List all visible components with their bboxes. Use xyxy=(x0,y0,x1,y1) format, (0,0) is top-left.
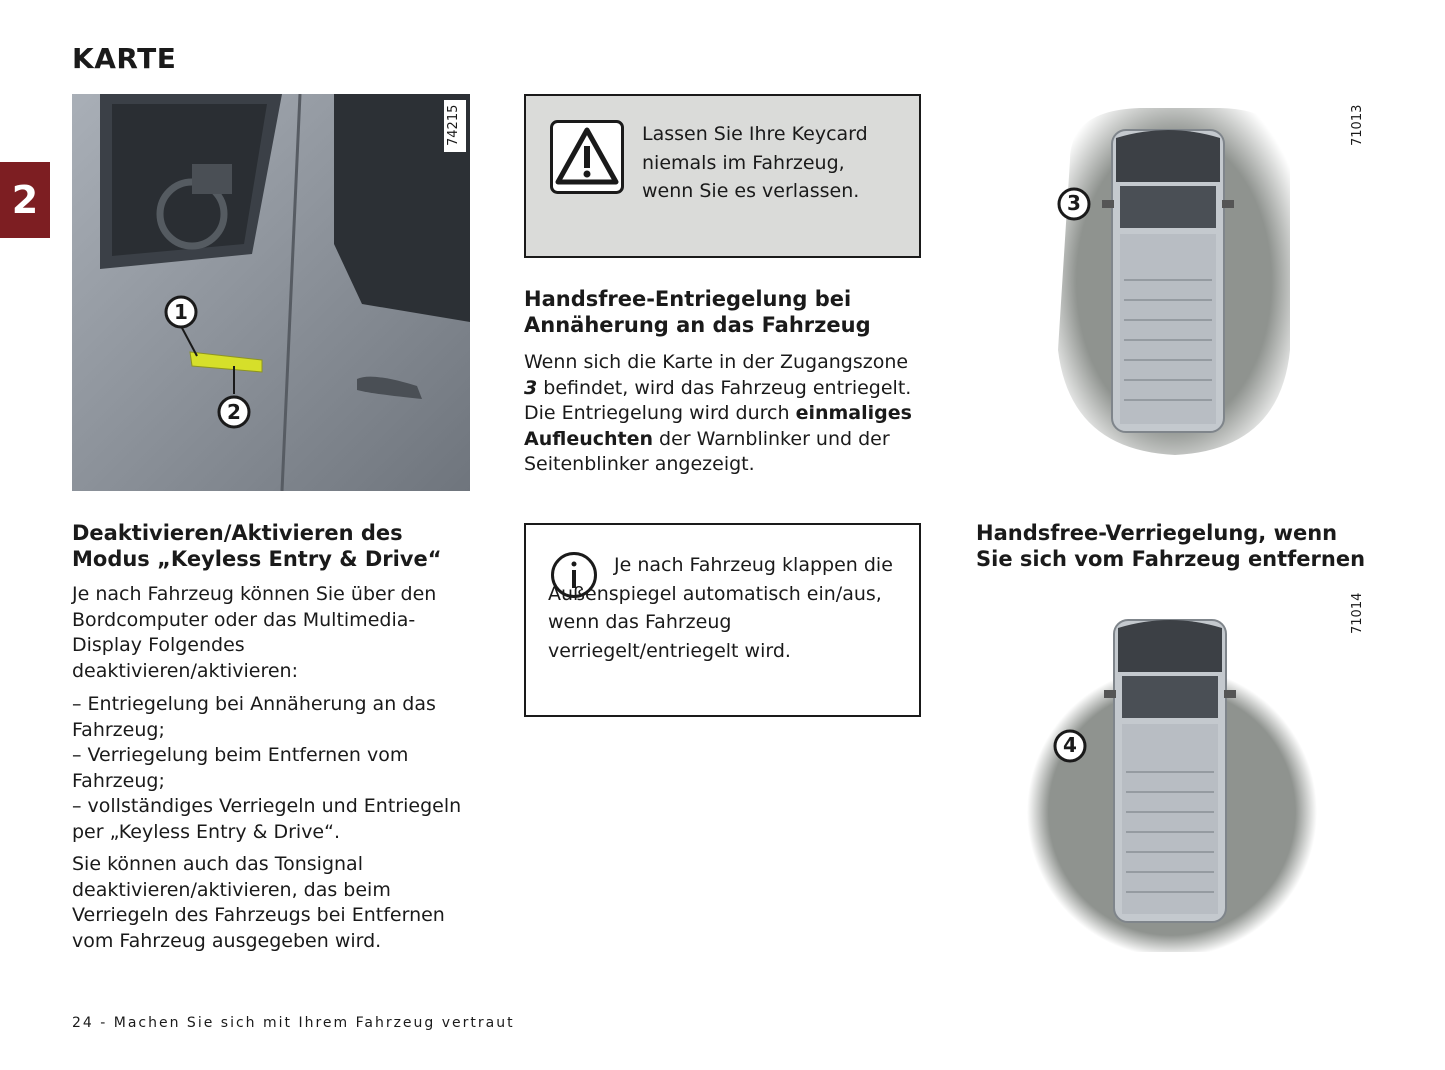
callout-1: 1 xyxy=(174,300,188,324)
callout-3: 3 xyxy=(1067,191,1081,215)
unlock-emphasis: einmaliges Aufleuchten xyxy=(524,402,912,450)
unlock-text: Wenn sich die Karte in der Zugangszone 3 befindet, wird das Fahrzeug entriegelt. Die Entriegelung wird durch einmaliges Aufleuchten der Warnblinker und der Seitenblinker angezeigt. xyxy=(524,351,912,475)
info-box xyxy=(524,523,921,717)
figure-ref-door: 74215 xyxy=(446,104,461,146)
page-title: KARTE xyxy=(72,42,177,75)
door-illustration xyxy=(72,94,470,491)
figure-ref-unlock: 71013 xyxy=(1350,104,1365,146)
chapter-tab: 2 xyxy=(0,162,50,238)
list-item: – vollständiges Verriegeln und Entriegeln per „Keyless Entry & Drive“. xyxy=(72,795,462,843)
page-footer: 24 - Machen Sie sich mit Ihrem Fahrzeug vertraut xyxy=(72,1015,515,1031)
top-view-unlock-illustration xyxy=(1050,100,1300,460)
list-item: – Verriegelung beim Entfernen vom Fahrzeug; xyxy=(72,744,409,792)
warning-triangle-icon xyxy=(550,120,624,198)
list-item: – Entriegelung bei Annäherung an das Fahrzeug; xyxy=(72,693,436,741)
keyless-heading: Deaktivieren/Aktivieren des Modus „Keyless Entry & Drive“ xyxy=(72,521,442,571)
keyless-outro: Sie können auch das Tonsignal deaktivieren/aktivieren, das beim Verriegeln des Fahrzeugs bei Entfernen vom Fahrzeug ausgegeben wird. xyxy=(72,853,445,952)
info-text: Je nach Fahrzeug klappen die Außenspiegel automatisch ein/aus, wenn das Fahrzeug verriegelt/entriegelt wird. xyxy=(548,554,893,662)
warning-text: Lassen Sie Ihre Keycard niemals im Fahrzeug, wenn Sie es verlassen. xyxy=(642,123,868,202)
keyless-intro: Je nach Fahrzeug können Sie über den Bordcomputer oder das Multimedia-Display Folgendes deaktivieren/aktivieren: xyxy=(72,583,437,682)
keyless-option-list xyxy=(72,692,467,845)
callout-2: 2 xyxy=(227,400,241,424)
figure-ref-lock: 71014 xyxy=(1350,592,1365,634)
warning-box xyxy=(524,94,921,258)
callout-4: 4 xyxy=(1063,733,1077,757)
lock-heading: Handsfree-Verriegelung, wenn Sie sich vom Fahrzeug entfernen xyxy=(976,521,1366,571)
unlock-heading: Handsfree-Entriegelung bei Annäherung an das Fahrzeug xyxy=(524,287,871,337)
top-view-lock-illustration xyxy=(1020,612,1324,952)
zone-number: 3 xyxy=(524,376,538,399)
